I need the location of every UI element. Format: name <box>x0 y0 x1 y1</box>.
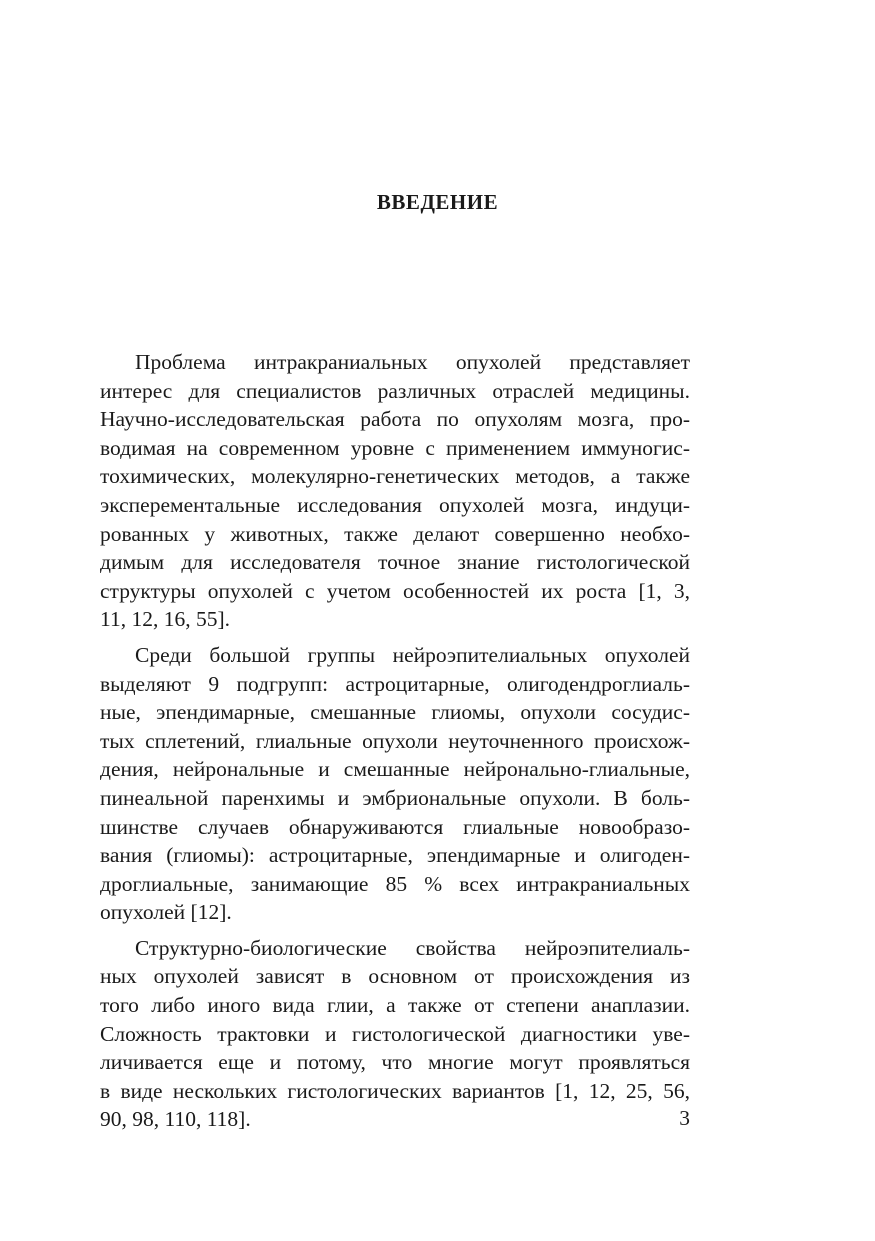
text-line: димым для исследователя точное знание гистологической <box>100 550 690 575</box>
text-line: дроглиальные, занимающие 85 % всех интракраниальных <box>100 871 690 896</box>
text-line: шинстве случаев обнаруживаются глиальные новообразо- <box>100 814 690 839</box>
text-line: выделяют 9 подгрупп: астроцитарные, олигодендроглиаль- <box>100 671 690 696</box>
text-line: интерес для специалистов различных отраслей медицины. <box>100 378 690 403</box>
paragraph-2 <box>100 641 690 927</box>
text-line: эксперементальные исследования опухолей мозга, индуци- <box>100 492 690 517</box>
text-line: личивается еще и потому, что многие могут проявляться <box>100 1050 690 1075</box>
text-line: ных опухолей зависят в основном от происхождения из <box>100 964 690 989</box>
text-line: Среди большой группы нейроэпителиальных опухолей <box>135 642 690 667</box>
text-line: Проблема интракраниальных опухолей представляет <box>135 350 690 374</box>
text-line: того либо иного вида глии, а также от степени анаплазии. <box>100 993 690 1018</box>
text-line: тых сплетений, глиальные опухоли неуточненного происхож- <box>100 728 690 753</box>
text-line: 90, 98, 110, 118]. <box>100 1107 251 1132</box>
text-line: Научно-исследовательская работа по опухолям мозга, про- <box>100 407 690 432</box>
text-line: ные, эпендимарные, смешанные глиомы, опухоли сосудис- <box>100 700 690 725</box>
text-line: 11, 12, 16, 55]. <box>100 607 230 632</box>
text-line: рованных у животных, также делают совершенно необхо- <box>100 521 690 546</box>
body-text <box>100 348 690 1134</box>
text-line: дения, нейрональные и смешанные нейронально-глиальные, <box>100 757 690 782</box>
text-line: Структурно-биологические свойства нейроэпителиаль- <box>135 935 690 960</box>
text-line: Сложность трактовки и гистологической диагностики уве- <box>100 1021 690 1046</box>
chapter-title: ВВЕДЕНИЕ <box>376 190 499 214</box>
page-number: 3 <box>679 1106 690 1130</box>
text-line: тохимических, молекулярно-генетических методов, а также <box>100 464 690 489</box>
text-line: водимая на современном уровне с применением иммуногис- <box>100 435 690 460</box>
text-line: в виде нескольких гистологических вариантов [1, 12, 25, 56, <box>100 1078 690 1103</box>
text-line: структуры опухолей с учетом особенностей их роста [1, 3, <box>100 578 690 603</box>
text-line: вания (глиомы): астроцитарные, эпендимарные и олигоден- <box>100 843 690 868</box>
text-line: пинеальной паренхимы и эмбриональные опухоли. В боль- <box>100 785 690 810</box>
paragraph-1 <box>100 348 690 634</box>
text-line: опухолей [12]. <box>100 900 232 925</box>
